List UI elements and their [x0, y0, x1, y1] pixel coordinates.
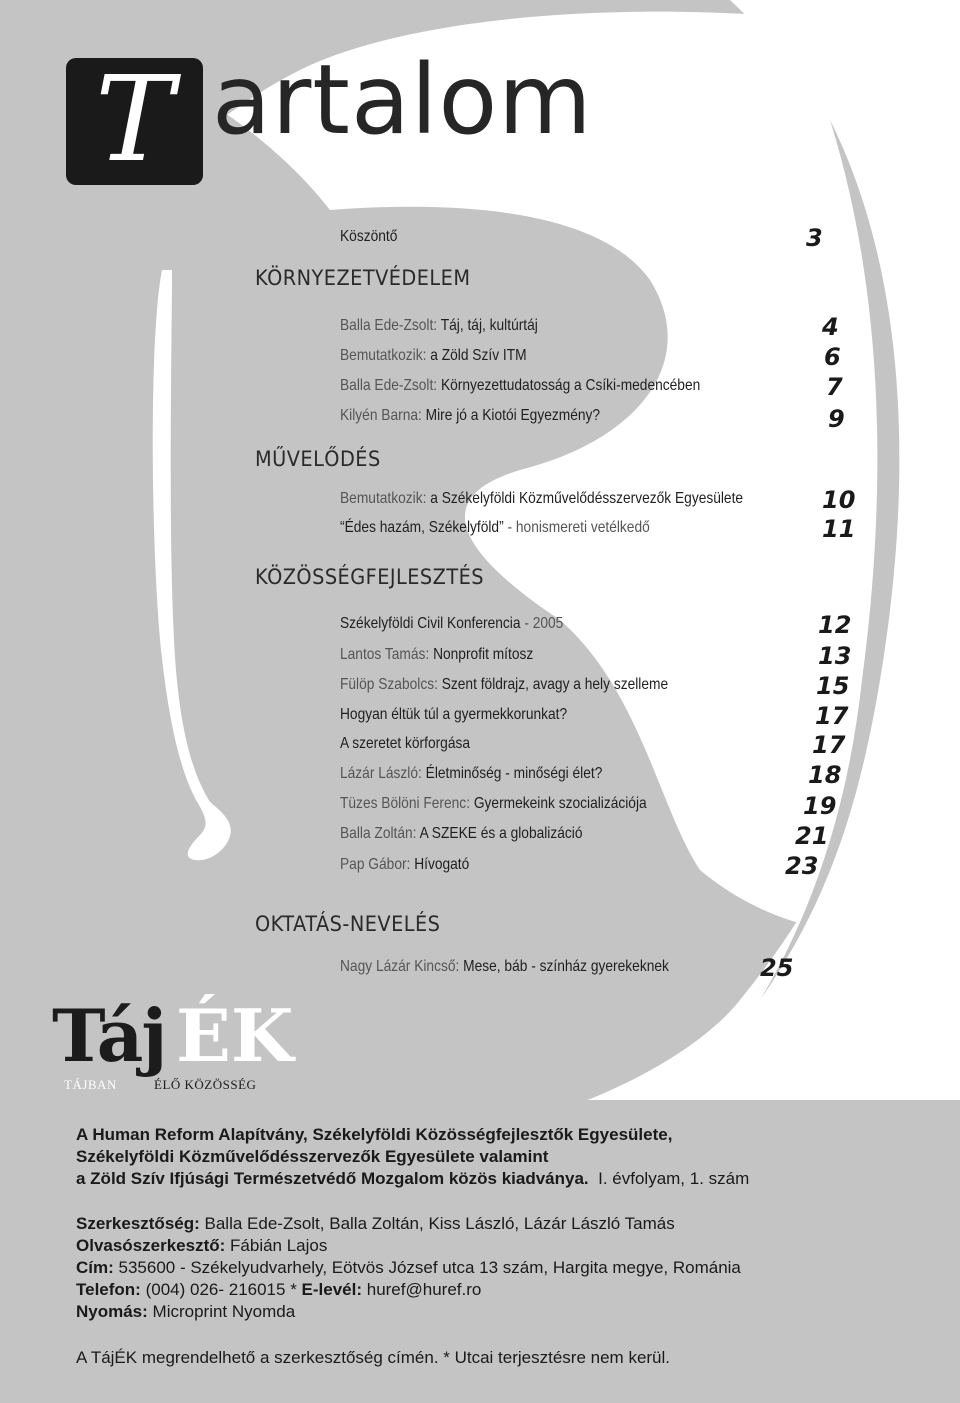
email-link[interactable]: huref@huref.ro [362, 1280, 482, 1299]
toc-page-number: 17 [812, 731, 846, 759]
section-heading-kornyezetvedelem: KÖRNYEZETVÉDELEM [255, 266, 471, 290]
toc-entry[interactable]: Nagy Lázár Kincső: Mese, báb - színház gyerekeknek [340, 958, 669, 975]
toc-entry[interactable]: Lantos Tamás: Nonprofit mítosz [340, 646, 534, 663]
toc-entry[interactable]: Fülöp Szabolcs: Szent földrajz, avagy a hely szelleme [340, 676, 669, 693]
publisher-line-3: a Zöld Szív Ifjúsági Természetvédő Mozgalom közös kiadványa. I. évfolyam, 1. szám [76, 1169, 750, 1188]
toc-page-number: 11 [822, 515, 856, 543]
toc-page-number: 23 [785, 852, 819, 880]
info-editors: Szerkesztőség: Balla Ede-Zsolt, Balla Zoltán, Kiss László, Lázár László Tamás [76, 1214, 675, 1233]
info-printing: Nyomás: Microprint Nyomda [76, 1302, 296, 1321]
toc-page-number: 17 [815, 702, 849, 730]
publisher-line-1: A Human Reform Alapítvány, Székelyföldi Közösségfejlesztők Egyesülete, [76, 1125, 673, 1144]
toc-entry[interactable]: Hogyan éltük túl a gyermekkorunkat? [340, 706, 568, 723]
toc-entry[interactable]: Székelyföldi Civil Konferencia - 2005 [340, 615, 564, 632]
toc-page-number: 15 [816, 672, 850, 700]
toc-entry[interactable]: Kilyén Barna: Mire jó a Kiotói Egyezmény? [340, 407, 601, 424]
logo-ek: ÉK [176, 993, 294, 1078]
section-heading-oktatas-neveles: OKTATÁS-NEVELÉS [255, 912, 441, 936]
edition: I. évfolyam, 1. szám [598, 1169, 750, 1188]
toc-page-number: 4 [822, 313, 839, 341]
intro-label: Köszöntő [340, 228, 398, 245]
toc-page-number: 6 [824, 343, 841, 371]
info-address: Cím: 535600 - Székelyudvarhely, Eötvös József utca 13 szám, Hargita megye, Románia [76, 1258, 741, 1277]
closing-note: A TájÉK megrendelhető a szerkesztőség címén. * Utcai terjesztésre nem kerül. [76, 1348, 671, 1367]
toc-page-number: 9 [828, 405, 845, 433]
toc-entry[interactable]: “Édes hazám, Székelyföld” - honismereti vetélkedő [340, 519, 650, 536]
toc-entry[interactable]: Bemutatkozik: a Zöld Szív ITM [340, 347, 527, 364]
toc-entry[interactable]: Bemutatkozik: a Székelyföldi Közművelődésszervezők Egyesülete [340, 490, 744, 507]
info-proofreader: Olvasószerkesztő: Fábián Lajos [76, 1236, 328, 1255]
toc-page-number: 10 [822, 486, 856, 514]
toc-entry[interactable]: Balla Ede-Zsolt: Környezettudatosság a Csíki-medencében [340, 377, 701, 394]
title-initial: T [95, 49, 174, 188]
toc-page-number: 21 [795, 822, 829, 850]
page-title: artalom [212, 44, 593, 156]
toc-entry[interactable]: Pap Gábor: Hívogató [340, 856, 470, 873]
logo-caption-left: TÁJBAN [64, 1077, 117, 1092]
section-heading-kozossegfejlesztes: KÖZÖSSÉGFEJLESZTÉS [255, 565, 485, 589]
publisher-line-2: Székelyföldi Közművelődésszervezők Egyesülete valamint [76, 1147, 549, 1166]
intro-entry[interactable] [340, 228, 397, 246]
toc-page-number: 13 [818, 642, 852, 670]
toc-page-number: 12 [818, 611, 852, 639]
section-heading-muvelodes: MŰVELŐDÉS [255, 447, 381, 471]
toc-entry[interactable]: A szeretet körforgása [340, 735, 471, 752]
info-contact: Telefon: (004) 026- 216015 * E-levél: huref@huref.ro [76, 1280, 482, 1299]
toc-entry[interactable]: Tüzes Bölöni Ferenc: Gyermekeink szocializációja [340, 795, 647, 812]
toc-page-number: 25 [760, 954, 794, 982]
toc-entry[interactable]: Lázár László: Életminőség - minőségi élet? [340, 765, 603, 782]
logo-taj: Táj [52, 993, 166, 1078]
toc-page-number: 19 [803, 792, 837, 820]
toc-page-number: 18 [808, 761, 842, 789]
toc-entry[interactable]: Balla Zoltán: A SZEKE és a globalizáció [340, 825, 583, 842]
toc-entry[interactable]: Balla Ede-Zsolt: Táj, táj, kultúrtáj [340, 317, 538, 334]
logo-caption-right: ÉLŐ KÖZÖSSÉG [154, 1077, 257, 1092]
title-initial-box [66, 49, 203, 188]
toc-page-number: 7 [826, 373, 843, 401]
intro-page-number: 3 [806, 224, 823, 252]
